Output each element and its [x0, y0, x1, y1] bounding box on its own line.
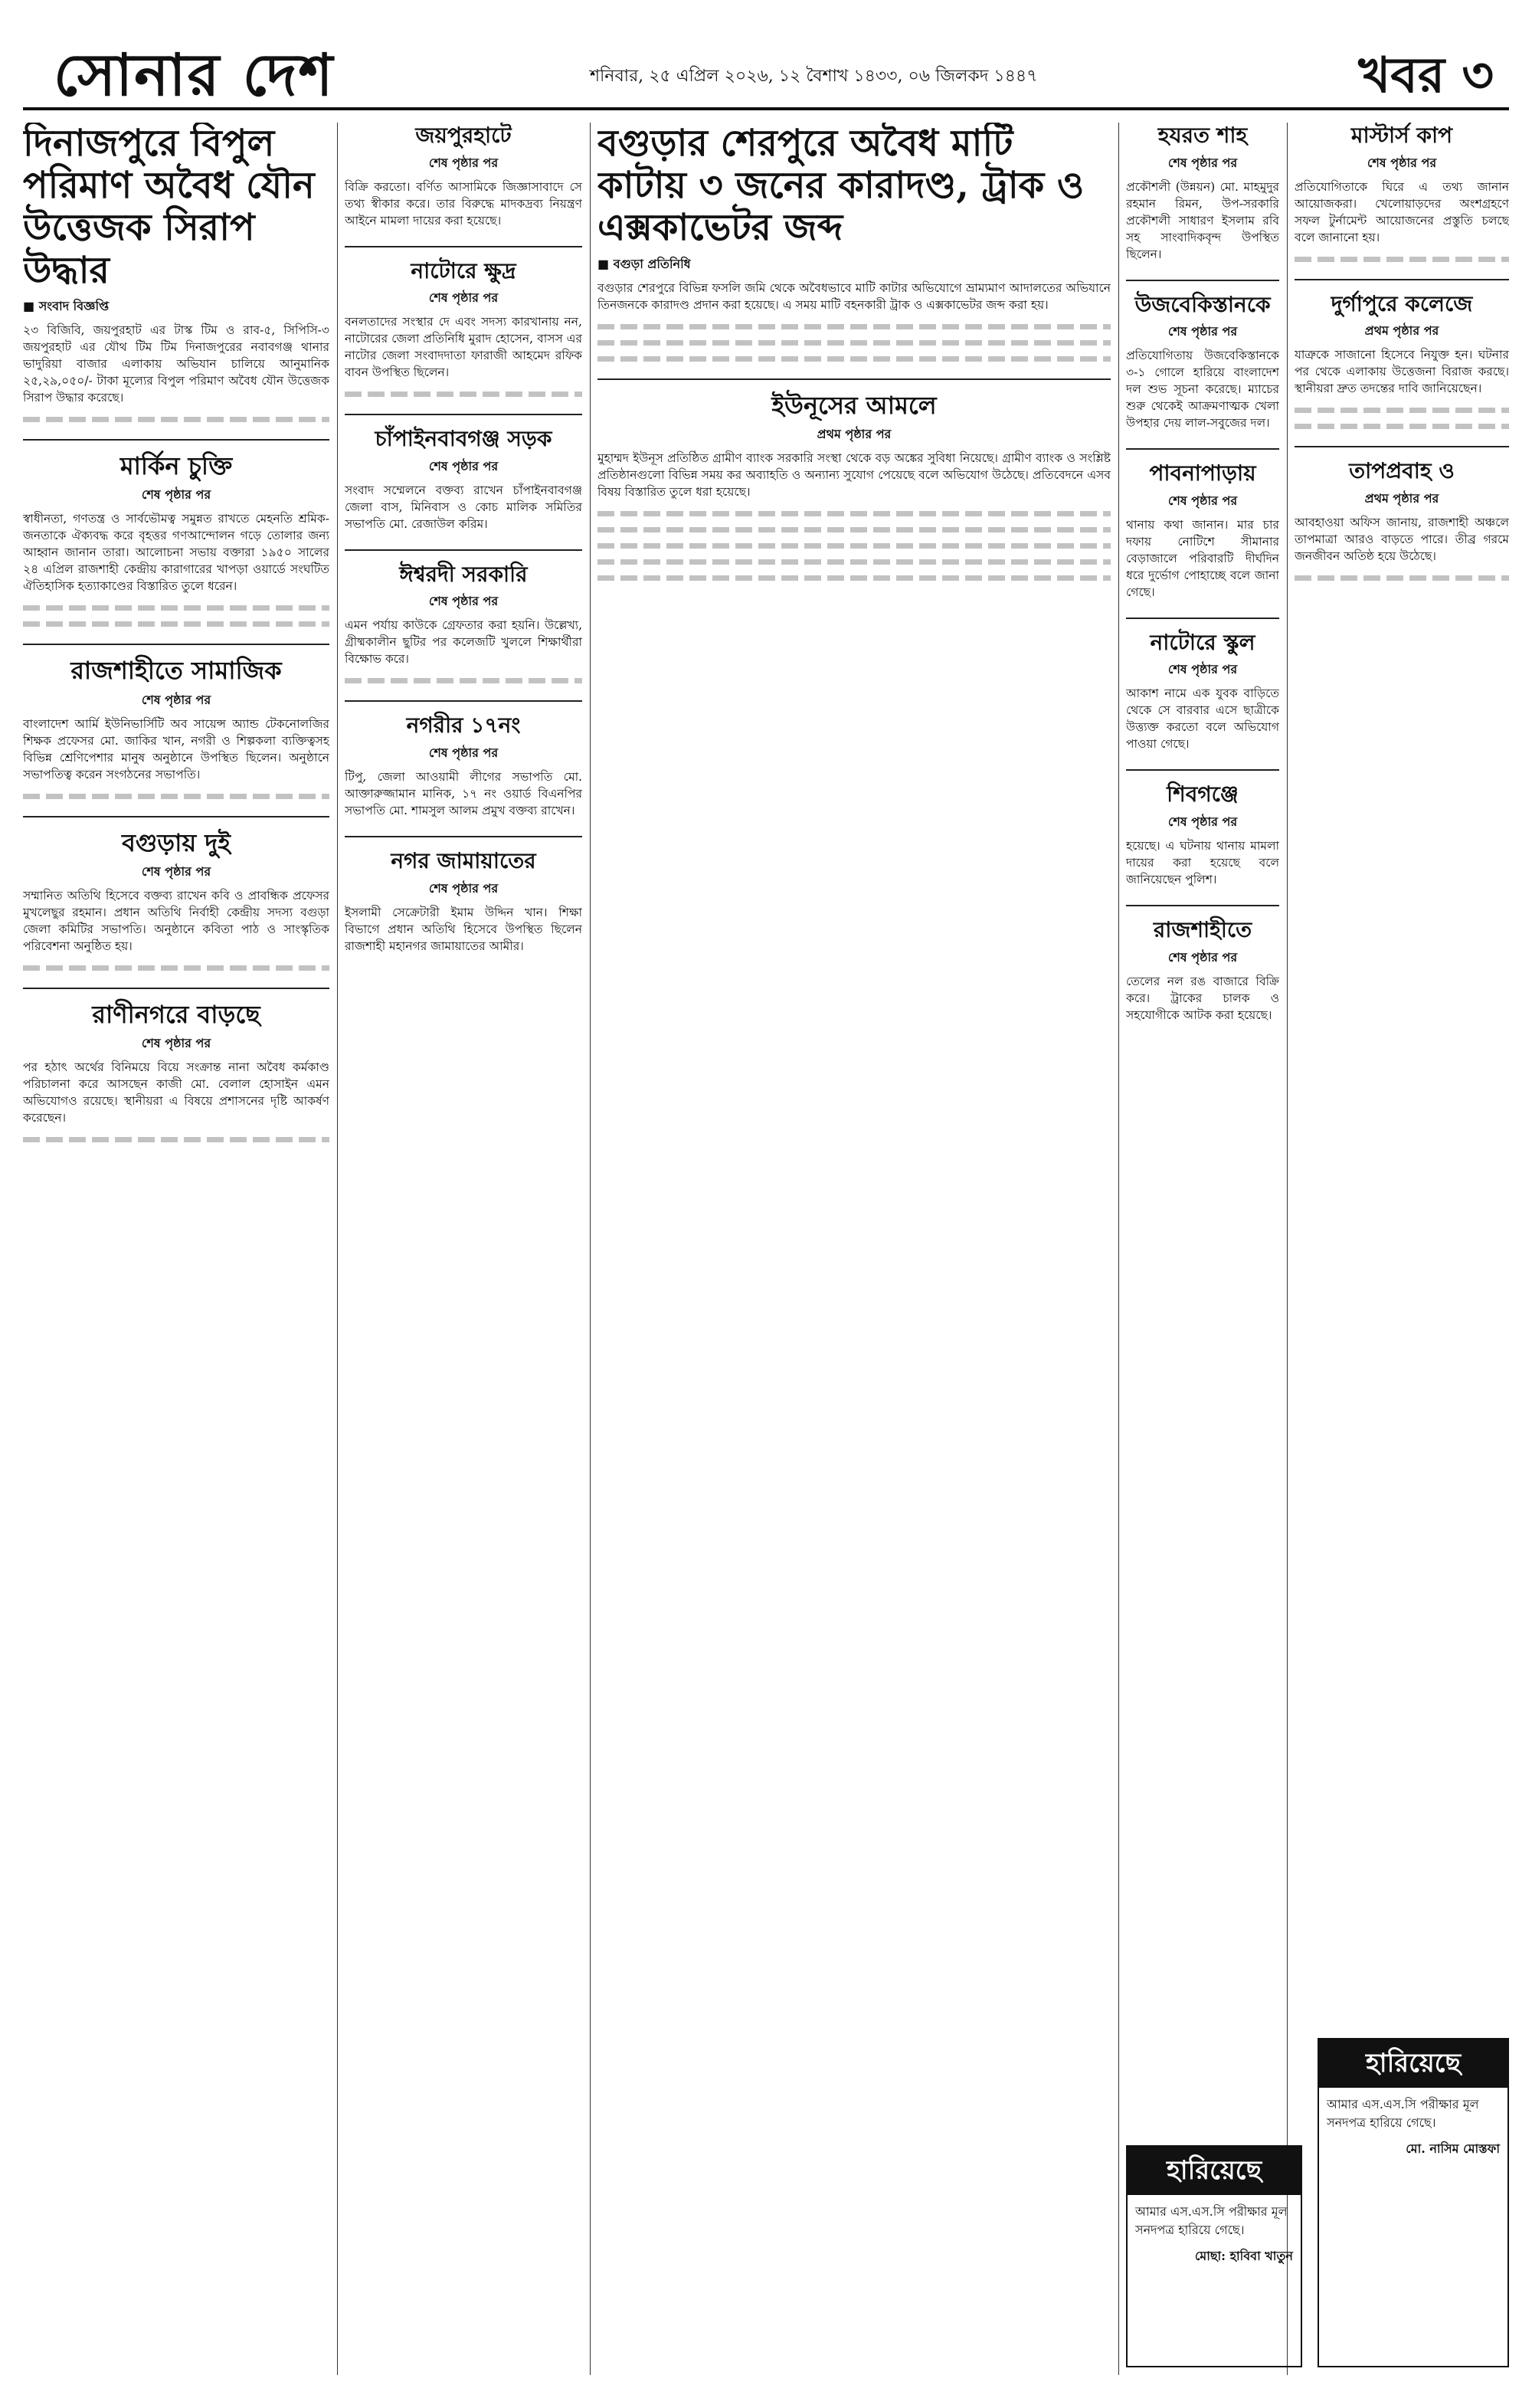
- headline: রাজশাহীতে: [1153, 916, 1252, 942]
- continued-note: শেষ পৃষ্ঠার পর: [141, 692, 211, 707]
- headline: বগুড়ায় দুই: [122, 827, 231, 857]
- headline: মাস্টার্স কাপ: [1350, 123, 1453, 148]
- masthead: [23, 23, 1509, 110]
- classified-ad: [1318, 2038, 1509, 2367]
- headline: ইউনূসের আমলে: [771, 390, 937, 420]
- divider: [345, 414, 582, 415]
- divider: [345, 246, 582, 247]
- divider: [597, 378, 1111, 380]
- article-text: মুহাম্মদ ইউনূস প্রতিষ্ঠিত গ্রামীণ ব্যাংক সরকারি সংস্থা থেকে বড় অঙ্কের সুবিধা নিয়েছে। গ্রামীণ ব্যাংক ও সংশ্লিষ্ট প্রতিষ্ঠানগুলো বিভিন্ন সময় কর অব্যাহতি ও অন্যান্য সুযোগ পেয়েছে বলে অভিযোগ উঠেছে। প্রতিবেদনে এসব বিষয় বিস্তারিত তুলে ধরা হয়েছে।: [597, 450, 1111, 499]
- continued-note: শেষ পৃষ্ঠার পর: [1167, 493, 1238, 508]
- continued-note: শেষ পৃষ্ঠার পর: [1167, 814, 1238, 829]
- article: [345, 562, 582, 684]
- continued-note: শেষ পৃষ্ঠার পর: [141, 1036, 211, 1051]
- text-filler: [1295, 424, 1509, 429]
- text-filler: [1295, 408, 1509, 413]
- column-5: [1295, 123, 1509, 2375]
- text-filler: [23, 417, 329, 422]
- article: [1126, 630, 1279, 753]
- text-filler: [597, 340, 1111, 346]
- ad-title: হারিয়েছে: [1128, 2147, 1301, 2195]
- column-2: [345, 123, 582, 2375]
- divider: [345, 700, 582, 702]
- ad-text: আমার এস.এস.সি পরীক্ষার মূল সনদপত্র হারিয়ে গেছে।: [1327, 2097, 1479, 2130]
- article-text: বগুড়ার শেরপুরে বিভিন্ন ফসলি জমি থেকে অবৈধভাবে মাটি কাটার অভিযোগে ভ্রাম্যমাণ আদালতের অভিযানে তিনজনকে কারাদণ্ড প্রদান করা হয়েছে। এ সময় মাটি বহনকারী ট্রাক ও এক্সকাভেটর জব্দ করা হয়।: [597, 280, 1111, 312]
- article: [597, 391, 1111, 581]
- column-rule: [1118, 123, 1119, 2375]
- article-text: প্রতিযোগিতায় উজবেকিস্তানকে ৩-১ গোলে হারিয়ে বাংলাদেশ দল শুভ সূচনা করেছে। ম্যাচের শুরু থেকেই আক্রমণাত্মক খেলা উপহার দেয় লাল-সবুজের দল।: [1126, 349, 1279, 431]
- continued-note: শেষ পৃষ্ঠার পর: [141, 863, 211, 879]
- headline: বগুড়ার শেরপুরে অবৈধ মাটি কাটায় ৩ জনের কারাদণ্ড, ট্রাক ও এক্সকাভেটর জব্দ: [597, 123, 1085, 250]
- text-filler: [345, 678, 582, 683]
- continued-note: শেষ পৃষ্ঠার পর: [1167, 662, 1238, 677]
- newspaper-logo: সোনার দেশ: [54, 41, 335, 109]
- section-label: খবর ৩: [1358, 47, 1494, 104]
- article-text: বাংলাদেশ আর্মি ইউনিভার্সিটি অব সায়েন্স অ্যান্ড টেকনোলজির শিক্ষক প্রফেসর মো. জাকির খান, নগরী ও শিল্পকলা ব্যক্তিত্বসহ বিভিন্ন শ্রেণিপেশার মানুষ অনুষ্ঠানে উপস্থিত ছিলেন। অনুষ্ঠানে সভাপতিত্ব করেন সংগঠনের সভাপতি।: [23, 716, 329, 781]
- continued-note: শেষ পৃষ্ঠার পর: [428, 594, 499, 609]
- article-text: ২৩ বিজিবি, জয়পুরহাট এর টাস্ক টিম ও রাব-৫, সিপিসি-৩ জয়পুরহাট এর যৌথ টিম টিম দিনাজপুরের নবাবগঞ্জ থানার ভাদুরিয়া বাজার এলাকায় অভিযান চালিয়ে আনুমানিক ২৫,২৯,০৫০/- টাকা মূল্যের বিপুল পরিমাণ অবৈধ যৌন উত্তেজক সিরাপ উদ্ধার করেছে।: [23, 323, 329, 405]
- article: [345, 713, 582, 819]
- article-text: বিক্রি করতো। বর্ণিত আসামিকে জিজ্ঞাসাবাদে সে তথ্য স্বীকার করে। তার বিরুদ্ধে মাদকদ্রব্য নিয়ন্ত্রণ আইনে মামলা দায়ের করা হয়েছে।: [345, 179, 582, 228]
- text-filler: [597, 511, 1111, 516]
- column-rule: [337, 123, 338, 2375]
- article: [23, 828, 329, 971]
- article: [1126, 460, 1279, 601]
- text-filler: [1295, 257, 1509, 262]
- article-text: যাত্রুকে সাজানো হিসেবে নিযুক্ত হন। ঘটনার পর থেকে এলাকায় উত্তেজনা বিরাজ করছে। স্থানীয়রা দ্রুত তদন্তের দাবি জানিয়েছেন।: [1295, 348, 1509, 396]
- divider: [345, 549, 582, 551]
- continued-note: শেষ পৃষ্ঠার পর: [1367, 155, 1437, 170]
- article-text: টিপু, জেলা আওয়ামী লীগের সভাপতি মো. আক্তারুজ্জামান মানিক, ১৭ নং ওয়ার্ড বিএনপির সভাপতি মো. শামসুল আলম প্রমুখ বক্তব্য রাখেন।: [345, 769, 582, 817]
- divider: [1295, 446, 1509, 447]
- headline: রাণীনগরে বাড়ছে: [92, 999, 260, 1029]
- ad-contact: মোছা: হাবিবা খাতুন: [1194, 2249, 1293, 2263]
- headline: দিনাজপুরে বিপুল পরিমাণ অবৈধ যৌন উত্তেজক সিরাপ উদ্ধার: [23, 123, 315, 292]
- text-filler: [345, 392, 582, 397]
- divider: [1126, 905, 1279, 906]
- ad-contact: মো. নাসিম মোস্তফা: [1406, 2141, 1500, 2156]
- text-filler: [1295, 575, 1509, 581]
- headline: দুর্গাপুরে কলেজে: [1331, 290, 1473, 316]
- article-text: সম্মানিত অতিথি হিসেবে বক্তব্য রাখেন কবি ও প্রাবন্ধিক প্রফেসর মুখলেছুর রহমান। প্রধান অতিথি নির্বাহী কেন্দ্রীয় সদস্য বগুড়া জেলা কমিটির সভাপতি। অনুষ্ঠানে কবিতা পাঠ ও সাংস্কৃতিক পরিবেশনা অনুষ্ঠিত হয়।: [23, 888, 329, 953]
- article-text: প্রতিযোগিতাকে ঘিরে এ তথ্য জানান আয়োজকরা। খেলোয়াড়দের অংশগ্রহণে সফল টুর্নামেন্ট আয়োজনের প্রস্তুতি চলছে বলে জানানো হয়।: [1295, 179, 1509, 244]
- divider: [23, 644, 329, 645]
- article: [597, 123, 1111, 362]
- ad-title: হারিয়েছে: [1319, 2039, 1507, 2088]
- continued-note: শেষ পৃষ্ঠার পর: [141, 487, 211, 503]
- headline: ঈশ্বরদী সরকারি: [399, 561, 528, 587]
- continued-note: শেষ পৃষ্ঠার পর: [428, 745, 499, 760]
- article: [345, 123, 582, 229]
- continued-note: প্রথম পৃষ্ঠার পর: [1364, 490, 1439, 506]
- column-1: [23, 123, 329, 2375]
- article-text: ইসলামী সেক্রেটারী ইমাম উদ্দিন খান। শিক্ষা বিভাগে প্রধান অতিথি হিসেবে উপস্থিত ছিলেন রাজশাহী মহানগর জামায়াতের আমীর।: [345, 905, 582, 953]
- text-filler: [597, 559, 1111, 565]
- headline: পাবনাপাড়ায়: [1149, 460, 1256, 487]
- article: [1295, 123, 1509, 262]
- article: [1126, 292, 1279, 432]
- continued-note: শেষ পৃষ্ঠার পর: [428, 290, 499, 306]
- headline: শিবগঞ্জে: [1167, 781, 1239, 808]
- continued-note: শেষ পৃষ্ঠার পর: [1167, 324, 1238, 339]
- ad-text: আমার এস.এস.সি পরীক্ষার মূল সনদপত্র হারিয়ে গেছে।: [1135, 2204, 1288, 2237]
- divider: [23, 816, 329, 817]
- text-filler: [23, 621, 329, 627]
- divider: [345, 836, 582, 837]
- divider: [23, 988, 329, 989]
- text-filler: [23, 1137, 329, 1142]
- column-rule: [1287, 123, 1288, 2375]
- article-text: হয়েছে। এ ঘটনায় থানায় মামলা দায়ের করা হয়েছে বলে জানিয়েছেন পুলিশ।: [1126, 838, 1279, 886]
- divider: [1126, 448, 1279, 450]
- headline: রাজশাহীতে সামাজিক: [70, 656, 282, 686]
- article-text: আকাশ নামে এক যুবক বাড়িতে থেকে সে বারবার এসে ছাত্রীকে উত্ত্যক্ত করতো বলে অভিযোগ পাওয়া গেছে।: [1126, 686, 1279, 752]
- article-text: তেলের নল রঙ বাজারে বিক্রি করে। ট্রাকের চালক ও সহযোগীকে আটক করা হয়েছে।: [1126, 974, 1279, 1022]
- headline: নগরীর ১৭নং: [406, 713, 521, 739]
- text-filler: [597, 527, 1111, 532]
- continued-note: শেষ পৃষ্ঠার পর: [428, 880, 499, 896]
- article-text: সংবাদ সম্মেলনে বক্তব্য রাখেন চাঁপাইনবাবগঞ্জ জেলা বাস, মিনিবাস ও কোচ মালিক সমিতির সভাপতি মো. রেজাউল করিম।: [345, 483, 582, 531]
- classified-ad: [1126, 2145, 1302, 2367]
- column-4: [1126, 123, 1279, 2375]
- divider: [1126, 618, 1279, 619]
- article: [1126, 917, 1279, 1024]
- headline: জয়পুরহাটে: [415, 123, 512, 148]
- headline: উজবেকিস্তানকে: [1134, 291, 1271, 317]
- article: [23, 1000, 329, 1142]
- article-text: বনলতাদের সংস্থার দে এবং সদস্য কারখানায় নন, নাটোরের জেলা প্রতিনিধি মুরাদ হোসেন, বাসস এর নাটোর জেলা সংবাদদাতা ফারাজী আহমেদ রফিক বাবন উপস্থিত ছিলেন।: [345, 315, 582, 380]
- byline: ■ সংবাদ বিজ্ঞপ্তি: [23, 298, 110, 313]
- column-rule: [590, 123, 591, 2375]
- article-text: প্রকৌশলী (উন্নয়ন) মো. মাহমুদুর রহমান রিমন, উপ-সরকারি প্রকৌশলী সাধারণ ইসলাম রবি সহ সাংবাদিকবৃন্দ উপস্থিত ছিলেন।: [1126, 179, 1279, 261]
- continued-note: শেষ পৃষ্ঠার পর: [1167, 949, 1238, 965]
- article: [345, 258, 582, 398]
- text-filler: [23, 794, 329, 799]
- continued-note: প্রথম পৃষ্ঠার পর: [1364, 323, 1439, 339]
- article-text: স্বাধীনতা, গণতন্ত্র ও সার্বভৌমত্ব সমুন্নত রাখতে মেহনতি শ্রমিক-জনতাকে ঐক্যবদ্ধ করে বৃহত্তর গণআন্দোলন গড়ে তোলার জন্য আহ্বান জানান তারা। আলোচনা সভায় বক্তারা ১৯৫০ সালের ২৪ এপ্রিল রাজশাহী কেন্দ্রীয় কারাগারের খাপড়া ওয়ার্ডে সংঘটিত ঐতিহাসিক হত্যাকাণ্ডের বিস্তারিত তুলে ধরেন।: [23, 512, 329, 594]
- headline: চাঁপাইনবাবগঞ্জ সড়ক: [375, 426, 552, 452]
- text-filler: [597, 356, 1111, 362]
- column-3: [597, 123, 1111, 2375]
- article: [1126, 781, 1279, 888]
- headline: নাটোরে স্কুল: [1150, 629, 1255, 655]
- divider: [23, 439, 329, 441]
- continued-note: শেষ পৃষ্ঠার পর: [1167, 155, 1238, 170]
- page-body: [23, 123, 1509, 2390]
- headline: তাপপ্রবাহ ও: [1349, 458, 1455, 484]
- article-text: আবহাওয়া অফিস জানায়, রাজশাহী অঞ্চলে তাপমাত্রা আরও বাড়তে পারে। তীব্র গরমে জনজীবন অতিষ্ঠ হয়ে উঠেছে।: [1295, 515, 1509, 563]
- article: [1126, 123, 1279, 263]
- dateline: শনিবার, ২৫ এপ্রিল ২০২৬, ১২ বৈশাখ ১৪৩৩, ০৬ জিলকদ ১৪৪৭: [590, 67, 1038, 86]
- article: [345, 848, 582, 955]
- headline: নাটোরে ক্ষুদ্র: [411, 257, 516, 283]
- divider: [1126, 769, 1279, 771]
- article: [1295, 291, 1509, 430]
- text-filler: [597, 575, 1111, 581]
- divider: [1126, 280, 1279, 281]
- article: [1295, 458, 1509, 581]
- text-filler: [597, 543, 1111, 549]
- article-text: এমন পর্যায় কাউকে গ্রেফতার করা হয়নি। উল্লেখ্য, গ্রীষ্মকালীন ছুটির পর কলেজটি খুললে শিক্ষার্থীরা বিক্ষোভ করে।: [345, 618, 582, 667]
- article: [23, 123, 329, 422]
- text-filler: [597, 324, 1111, 329]
- continued-note: শেষ পৃষ্ঠার পর: [428, 458, 499, 473]
- article: [345, 426, 582, 532]
- byline: ■ বগুড়া প্রতিনিধি: [597, 256, 691, 271]
- text-filler: [23, 965, 329, 971]
- divider: [1295, 279, 1509, 280]
- article-text: পর হঠাৎ অর্থের বিনিময়ে বিয়ে সংক্রান্ত নানা অবৈধ কর্মকাণ্ড পরিচালনা করে আসছেন কাজী মো. বেলাল হোসাইন এমন অভিযোগও রয়েছে। স্থানীয়রা এ বিষয়ে প্রশাসনের দৃষ্টি আকর্ষণ করেছেন।: [23, 1060, 329, 1125]
- text-filler: [23, 605, 329, 611]
- article: [23, 451, 329, 627]
- headline: মার্কিন চুক্তি: [119, 450, 233, 480]
- continued-note: প্রথম পৃষ্ঠার পর: [817, 426, 892, 441]
- article: [23, 656, 329, 798]
- article-text: থানায় কথা জানান। মার চার দফায় নোটিশে সীমানার বেড়াজালে পরিবারটি দীর্ঘদিন ধরে দুর্ভোগ পোহাচ্ছে বলে জানা গেছে।: [1126, 517, 1279, 599]
- continued-note: শেষ পৃষ্ঠার পর: [428, 155, 499, 170]
- headline: হযরত শাহ: [1157, 123, 1248, 148]
- headline: নগর জামায়াতের: [391, 847, 536, 873]
